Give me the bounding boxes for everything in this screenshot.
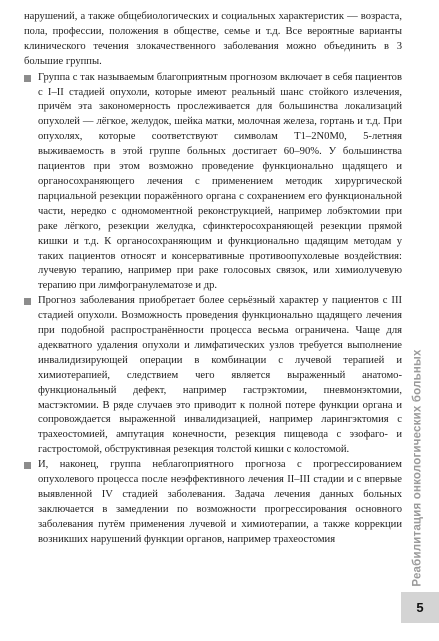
list-item bbox=[24, 458, 402, 547]
square-bullet-icon bbox=[24, 462, 31, 469]
page-number-box bbox=[401, 592, 439, 623]
square-bullet-icon bbox=[24, 298, 31, 305]
running-section-title bbox=[404, 350, 432, 586]
list-item-text: Группа с так называемым благоприятным прогнозом включает в себя пациентов с I–II стадией опухоли, которые имеют реальный шанс стойкого излечения, причём эта закономерность прослеживается для большинства локализаций опухолей — лёгкое, желудок, шейка матки, молочная железа, гортань и т.д. При опухолях, которые соответствуют символам T1–2N0M0, 5-летняя выживаемость в этой группе больных достигает 60–90%. У большинства пациентов при этом возможно проведение функционально щадящего и органосохраняющего лечения с применением методик хирургической парциальной резекции поражённого органа с сохранением его функциональной части, нередко с одномоментной реконструкцией, например лобэктомии при раке лёгкого, резекции желудка, сфинктеросохраняющей резекции прямой кишки и т.д. К органосохраняющим и функционально щадящим методам у таких пациентов относят и консервативные противоопухолевые воздействия: лучевую терапию, например при раке голосовых связок, или химиолучевую терапию при лимфогранулематозе и др. bbox=[38, 71, 402, 292]
intro-paragraph: нарушений, а также общебиологических и социальных характеристик — возраста, пола, профессии, положения в обществе, семье и т.д. Все вероятные варианты клинического течения злокачественного заболевания можно объединить в 3 большие группы. bbox=[24, 11, 402, 67]
list-item-text: И, наконец, группа неблагоприятного прогноза с прогрессированием опухолевого процесса после неэффективного лечения II–III стадии и с впервые выявленной IV стадией заболевания. Задача лечения данных больных заключается в замедлении по возможности прогрессирования основного заболевания путём применения лучевой и химиотерапии, а также коррекции возникших нарушений функции органов, например трахеостомия bbox=[38, 459, 402, 545]
text-column bbox=[24, 10, 402, 548]
list-item-text: Прогноз заболевания приобретает более серьёзный характер у пациентов с III стадией опухоли. Возможность проведения функционально щадящего лечения при подобной распространённости процесса весьма ограничена. Чаще для адекватного удаления опухоли и лимфатических узлов требуется выполнение инвалидизирующей операции в комбинации с лучевой терапией и химиотерапией, следствием чего является выраженный анатомо-функциональный дефект, например гастрэктомии, пневмонэктомии, мастэктомии. В ряде случаев это приводит к полной потере функции органа и сопровождается выраженной инвалидизацией, например ларингэктомия с трахеостомией, ампутация конечности, резекция пищевода с эзофаго- и гастростомой, обструктивная резекция толстой кишки с колостомой. bbox=[38, 295, 402, 456]
list-item bbox=[24, 294, 402, 458]
square-bullet-icon bbox=[24, 75, 31, 82]
page-number: 5 bbox=[416, 600, 424, 615]
running-section-title-text: Реабилитация онкологических больных bbox=[412, 349, 425, 587]
list-item bbox=[24, 71, 402, 295]
